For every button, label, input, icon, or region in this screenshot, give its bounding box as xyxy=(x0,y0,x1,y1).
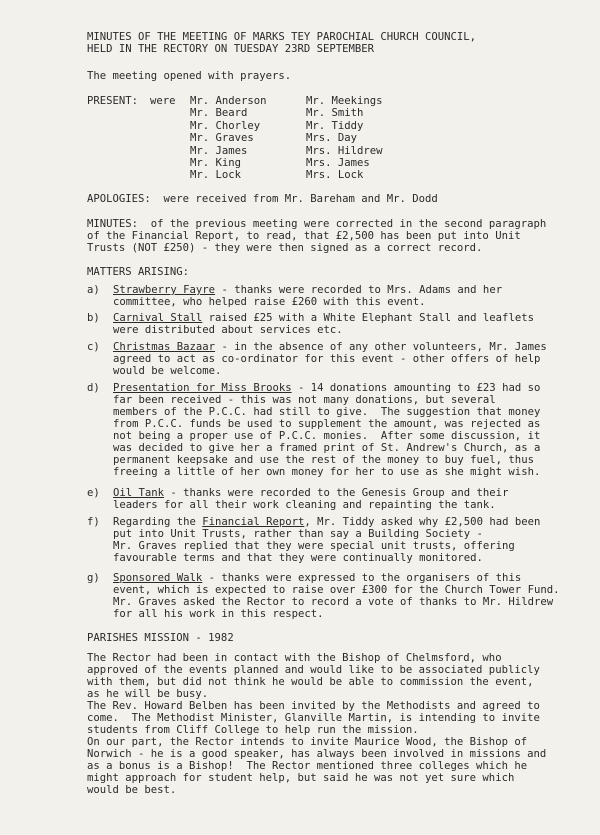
item-e-line-1: Oil Tank - thanks were recorded to the Genesis Group and their xyxy=(113,487,509,499)
attendee: Mrs. Lock xyxy=(306,169,364,182)
attendee: Mr. Beard xyxy=(190,107,248,120)
matters-heading: MATTERS ARISING: xyxy=(87,266,190,278)
item-f-letter: f) xyxy=(87,516,100,528)
minutes-line-3: Trusts (NOT £250) - they were then signed as a correct record. xyxy=(87,242,483,254)
mission-line: Norwich - he is a good speaker, has always been involved in missions and xyxy=(87,748,547,760)
item-a-letter: a) xyxy=(87,284,100,296)
apologies-label: APOLOGIES: xyxy=(87,193,151,205)
item-d-title: Presentation for Miss Brooks xyxy=(113,382,292,394)
item-a-line-2: committee, who helped raise £260 with this event. xyxy=(113,296,426,308)
item-d-line-2: far been received - this was not many donations, but several xyxy=(113,394,496,406)
attendee: Mr. Tiddy xyxy=(306,119,364,132)
mission-line: students from Cliff College to help run the mission. xyxy=(87,724,419,736)
item-c-letter: c) xyxy=(87,341,100,353)
minutes-label: MINUTES: xyxy=(87,218,139,230)
apologies-text: were received from Mr. Bareham and Mr. Dodd xyxy=(163,193,438,205)
present-verb: were xyxy=(150,95,176,107)
item-b-line-1: Carnival Stall raised £25 with a White Elephant Stall and leaflets xyxy=(113,312,534,324)
mission-line: The Rev. Howard Belben has been invited by the Methodists and agreed to xyxy=(87,700,540,712)
item-b-letter: b) xyxy=(87,312,100,324)
mission-line: approved of the events planned and would like to be associated publicly xyxy=(87,664,540,676)
item-f-title: Financial Report xyxy=(202,516,305,528)
item-f-line-2: put into Unit Trusts, rather than say a Building Society - xyxy=(113,528,483,540)
item-g-line-2: event, which is expected to raise over £300 for the Church Tower Fund. xyxy=(113,584,560,596)
present-col-1 xyxy=(190,95,267,182)
mission-line: The Rector had been in contact with the Bishop of Chelmsford, who xyxy=(87,652,502,664)
item-g-line-1: Sponsored Walk - thanks were expressed to the organisers of this xyxy=(113,572,522,584)
item-e-title: Oil Tank xyxy=(113,487,165,499)
header-line-2: HELD IN THE RECTORY ON TUESDAY 23RD SEPTEMBER xyxy=(87,43,375,55)
item-d-line-4: from P.C.C. funds be used to supplement the amount, was rejected as xyxy=(113,418,541,430)
attendee: Mr. Anderson xyxy=(190,95,267,107)
item-c-line-1: Christmas Bazaar - in the absence of any other volunteers, Mr. James xyxy=(113,341,547,353)
attendee: Mr. Smith xyxy=(306,107,364,120)
item-c-title: Christmas Bazaar xyxy=(113,341,216,353)
attendee: Mr. Graves xyxy=(190,132,254,145)
item-a-line-1: Strawberry Fayre - thanks were recorded to Mrs. Adams and her xyxy=(113,284,503,296)
item-b-title: Carnival Stall xyxy=(113,312,203,324)
attendee: Mr. James xyxy=(190,144,248,157)
attendee: Mrs. James xyxy=(306,156,370,169)
attendee: Mrs. Hildrew xyxy=(306,144,383,157)
apologies-line xyxy=(87,193,438,205)
item-e-line-2: leaders for all their work cleaning and repainting the tank. xyxy=(113,499,496,511)
item-d-line-8: freeing a little of her own money for her to use as she might wish. xyxy=(113,466,541,478)
item-g-line-3: Mr. Graves asked the Rector to record a vote of thanks to Mr. Hildrew xyxy=(113,596,554,608)
item-g-letter: g) xyxy=(87,572,100,584)
attendee: Mr. Meekings xyxy=(306,95,383,107)
minutes-line-1: MINUTES: of the previous meeting were corrected in the second paragraph xyxy=(87,218,547,230)
mission-heading: PARISHES MISSION - 1982 xyxy=(87,632,234,644)
item-d-line-7: permanent keepsake and use the rest of the money to buy fuel, thus xyxy=(113,454,534,466)
item-d-line-1: Presentation for Miss Brooks - 14 donations amounting to £23 had so xyxy=(113,382,541,394)
item-d-letter: d) xyxy=(87,382,100,394)
present-col-2 xyxy=(306,95,383,182)
attendee: Mr. King xyxy=(190,156,242,169)
opening-line: The meeting opened with prayers. xyxy=(87,70,292,82)
item-a-title: Strawberry Fayre xyxy=(113,284,216,296)
item-c-line-2: agreed to act as co-ordinator for this event - other offers of help xyxy=(113,353,541,365)
minutes-line-2: of the Financial Report, to read, that £2,500 has been put into Unit xyxy=(87,230,521,242)
item-g-line-4: for all his work in this respect. xyxy=(113,608,324,620)
attendee: Mrs. Day xyxy=(306,132,358,145)
item-f-line-3: Mr. Graves replied that they were special unit trusts, offering xyxy=(113,540,515,552)
item-d-line-5: not being a proper use of P.C.C. monies. After some discussion, it xyxy=(113,430,541,442)
mission-line: might approach for student help, but said he was not yet sure which xyxy=(87,772,515,784)
mission-line: as he will be busy. xyxy=(87,688,209,700)
item-e-letter: e) xyxy=(87,487,100,499)
item-f-line-1: Regarding the Financial Report, Mr. Tiddy asked why £2,500 had been xyxy=(113,516,541,528)
item-d-line-3: members of the P.C.C. had still to give. The suggestion that money xyxy=(113,406,541,418)
mission-line: as a bonus is a Bishop! The Rector mentioned three colleges which he xyxy=(87,760,528,772)
item-g-title: Sponsored Walk xyxy=(113,572,203,584)
item-d-line-6: was decided to give her a framed print of St. Andrew's Church, as a xyxy=(113,442,541,454)
item-c-line-3: would be welcome. xyxy=(113,365,222,377)
mission-line: On our part, the Rector intends to invite Maurice Wood, the Bishop of xyxy=(87,736,528,748)
present-label: PRESENT: xyxy=(87,95,139,107)
mission-line: would be best. xyxy=(87,784,177,796)
mission-line: come. The Methodist Minister, Glanville Martin, is intending to invite xyxy=(87,712,540,724)
item-b-line-2: were distributed about services etc. xyxy=(113,324,343,336)
attendee: Mr. Chorley xyxy=(190,119,261,132)
attendee: Mr. Lock xyxy=(190,169,242,182)
header-line-1: MINUTES OF THE MEETING OF MARKS TEY PAROCHIAL CHURCH COUNCIL, xyxy=(87,31,477,43)
item-f-line-4: favourable terms and that they were continually monitored. xyxy=(113,552,483,564)
mission-line: with them, but did not think he would be able to commission the event, xyxy=(87,676,534,688)
